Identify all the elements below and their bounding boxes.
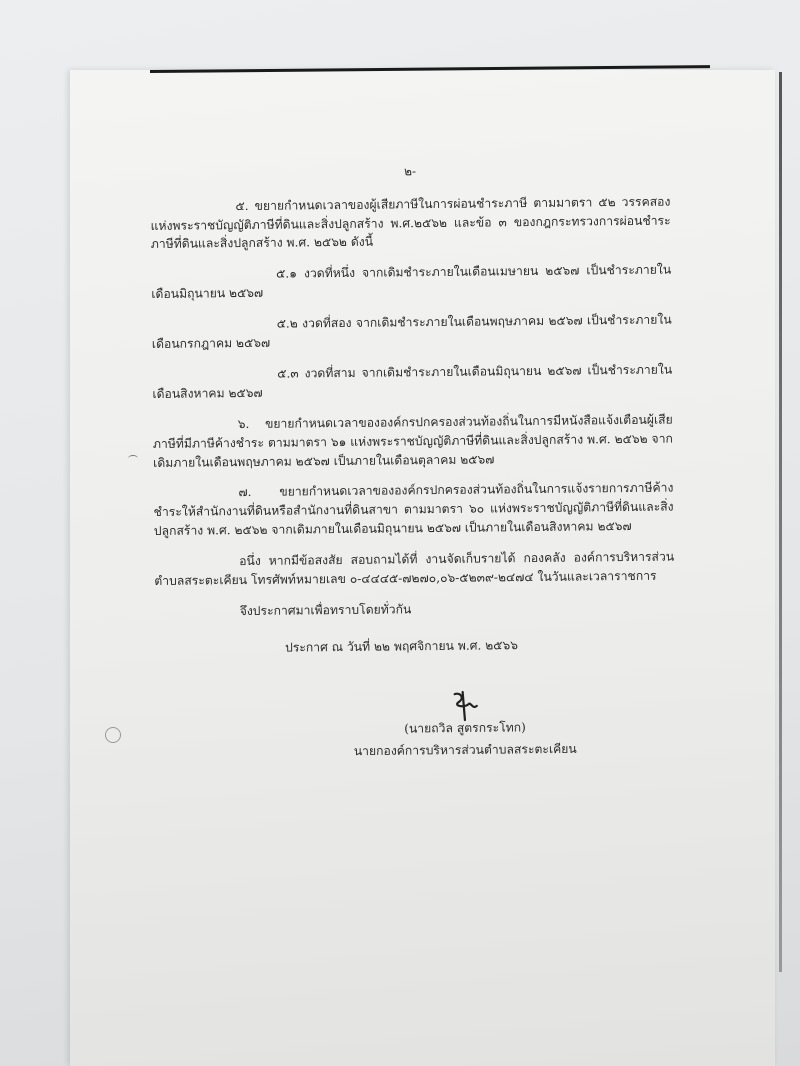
- paragraph-5-2: ๕.๒ งวดที่สอง จากเดิมชำระภายในเดือนพฤษภาคม ๒๕๖๗ เป็นชำระภายในเดือนกรกฎาคม ๒๕๖๗: [151, 312, 672, 352]
- paragraph-5-1: ๕.๑ งวดที่หนึ่ง จากเดิมชำระภายในเดือนเมษายน ๒๕๖๗ เป็นชำระภายในเดือนมิถุนายน ๒๕๖๗: [151, 262, 672, 302]
- signatory-name: (นายถวิล สูตรกระโทก): [404, 720, 526, 736]
- page-edge-shadow: [779, 72, 782, 972]
- paragraph-6: ๖. ขยายกำหนดเวลาขององค์กรปกครองส่วนท้องถิ่นในการมีหนังสือแจ้งเตือนผู้เสียภาษีที่มีภาษีค้างชำระ ตามมาตรา ๖๑ แห่งพระราชบัญญัติภาษีที่ดินและสิ่งปลูกสร้าง พ.ศ. ๒๕๖๒ จากเดิมภายในเดือนพฤษภาคม ๒๕๖๗ เป็นภายในเดือนตุลาคม ๒๕๖๗: [152, 412, 673, 470]
- announcement-date: ประกาศ ณ วันที่ ๒๒ พฤศจิกายน พ.ศ. ๒๕๖๖: [284, 638, 518, 655]
- paragraph-5: ๕. ขยายกำหนดเวลาของผู้เสียภาษีในการผ่อนชำระภาษี ตามมาตรา ๕๒ วรรคสองแห่งพระราชบัญญัติภาษีที่ดินและสิ่งปลูกสร้าง พ.ศ.๒๕๖๒ และข้อ ๓ ของกฎกระทรวงการผ่อนชำระภาษีที่ดินและสิ่งปลูกสร้าง พ.ศ. ๒๕๖๒ ดังนี้: [150, 194, 671, 252]
- page-number: ๒-: [404, 164, 417, 179]
- punch-hole-icon: [105, 727, 121, 743]
- signatory-position: นายกองค์การบริหารส่วนตำบลสระตะเคียน: [353, 741, 577, 759]
- contact-paragraph: อนึ่ง หากมีข้อสงสัย สอบถามได้ที่ งานจัดเก็บรายได้ กองคลัง องค์การบริหารส่วนตำบลสระตะเคียน โทรศัพท์หมายเลข ๐-๔๔๔๕-๗๒๗๐,๐๖-๕๒๓๙-๒๔๗๔ ในวันและเวลาราชการ: [154, 549, 675, 589]
- document-body: [150, 160, 675, 671]
- paragraph-7: ๗. ขยายกำหนดเวลาขององค์กรปกครองส่วนท้องถิ่นในการแจ้งรายการภาษีค้างชำระให้สำนักงานที่ดินหรือสำนักงานที่ดินสาขา ตามมาตรา ๖๐ แห่งพระราชบัญญัติภาษีที่ดินและสิ่งปลูกสร้าง พ.ศ. ๒๕๖๒ จากเดิมภายในเดือนมิถุนายน ๒๕๖๗ เป็นภายในเดือนสิงหาคม ๒๕๖๗: [153, 481, 674, 539]
- signature-block: [335, 689, 596, 764]
- pencil-mark-icon: [128, 455, 138, 462]
- announcement-line: จึงประกาศมาเพื่อทราบโดยทั่วกัน: [239, 602, 412, 619]
- paragraph-5-3: ๕.๓ งวดที่สาม จากเดิมชำระภายในเดือนมิถุนายน ๒๕๖๗ เป็นชำระภายในเดือนสิงหาคม ๒๕๖๗: [152, 362, 673, 401]
